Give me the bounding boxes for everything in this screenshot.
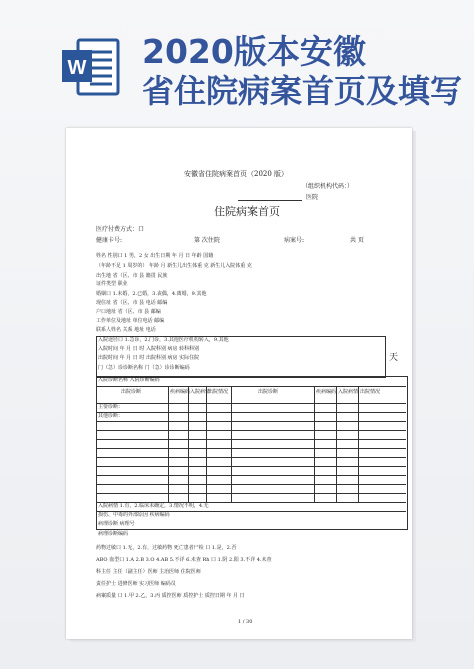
table-vrule [314,386,315,502]
th-discharge-dx: 出院诊断 [121,389,142,395]
svg-text:W: W [67,57,87,79]
word-document-icon [60,36,120,98]
table-rule [96,412,406,413]
row-external-cause: 损伤、中毒的外部原因 疾病编码 [98,512,170,518]
card-no: 健康卡号: [96,237,123,244]
document-page [66,128,412,639]
row-marital: 婚姻口 1.未婚，2.已婚，3.丧偶，4.离婚，9.其他 [96,291,207,297]
th-disease-code: 疾病编码 [170,389,191,395]
th-discharge-status-2: 出院情况 [360,389,381,395]
main-title: 住院病案首页 [214,205,280,218]
table-vrule [358,386,359,502]
table-rule [96,403,406,404]
th-disease-code-2: 疾病编码 [316,389,337,395]
row-discharge-time: 出院时间 年 月 日 时 出院科别 病房 实际住院 [98,355,200,361]
main-diagnosis: 主要诊断： [98,404,124,410]
other-diagnosis: 其他诊断： [98,413,124,419]
table-vrule [231,386,232,502]
row-pathology-code: 病理诊断编码 [98,531,129,537]
row-hukou: 户口地址 省（区、市 县 邮编 [96,309,161,315]
row-name: 姓名 性别口 1 男，2 女 出生日期 年 月 日 年龄 国籍 [96,253,214,259]
th-admit-condition-2: 入院病情 [338,389,359,395]
record-no: 病案号: [284,237,305,244]
th-discharge-dx-2: 出院诊断 [258,389,279,395]
hospital-name-line [238,200,302,201]
row-outpatient-dx: 门（急）诊诊断名称 门（急）诊诊断编码 [98,365,190,371]
row-current-addr: 现住址 省（区、市 县 电话 邮编 [96,300,168,306]
row-birthplace: 出生地 省（区、市 县 籍贯 民族 [96,273,168,279]
header-title-line2: 省住院病案首页及填写 [142,72,463,110]
table-vrule [188,386,189,502]
row-quality: 病案质量 口 1.甲 2.乙，3.丙 质控医师 质控护士 质控日期 年 月 日 [96,593,245,599]
table-rule [96,430,406,431]
table-rule [96,448,406,449]
table-vrule [336,386,337,502]
org-title: 安徽省住院病案首页（2020 版） [184,170,289,178]
row-work: 工作单位及地址 单位电话 邮编 [96,318,165,324]
row-pathology: 病理诊断 病理号 [98,521,135,527]
table-rule [96,466,406,467]
table-vrule [168,386,169,502]
hospital-suffix: 医院 [306,194,319,201]
row-contact: 联系人姓名 关系 地址 电话 [96,327,156,333]
th-discharge-status: 出院情况 [208,389,229,395]
row-admit-time: 入院时间 年 月 日 时 入院科别 病房 转科科别 [98,346,200,352]
th-admit-condition: 入院病情 [190,389,211,395]
days-unit: 天 [389,353,399,363]
table-rule [96,457,406,458]
table-rule [96,475,406,476]
page-number: 1 / 30 [238,619,253,625]
table-rule [96,386,406,387]
table-rule [96,421,406,422]
row-id: 证件类型 职业 [96,281,128,287]
header-title-line1: 2020版本安徽 [142,32,366,71]
row-allergy: 药物过敏口 1.无，2.有，过敏药物 死亡患者尸检 口 1.是，2.否 [96,545,237,551]
payment-method: 医疗付费方式：口 [96,226,145,233]
row-director: 科主任 主任（副主任）医师 主治医师 住院医师 [96,569,201,575]
table-rule [96,439,406,440]
row-admit-dx: 入院诊断名称 入院诊断编码 [98,377,160,383]
table-vrule [206,386,207,502]
admit-times: 第 次住院 [194,237,220,244]
org-code: （组织机构代码：） [302,183,354,190]
row-condition: 入院病情 1.有，2.临床未确定，3.情况不明，4.无 [98,503,209,509]
row-nurse: 责任护士 进修医师 实习医师 编码员 [96,581,176,587]
row-blood: ABO 血型口 1.A 2.B 3.O 4.AB 5.不详 6.未查 Rh 口 1.阴 2.阳 3.不详 4.未查 [96,557,272,563]
row-admit-route: 入院途径口 1.急诊，2.门诊，3.其他医疗机构转入，9.其他 [98,337,229,343]
table-rule [96,493,406,494]
table-rule [96,484,406,485]
page-count: 共 页 [350,237,364,244]
row-baby-age: （年龄不足 1 周岁的） 年龄 月 新生儿出生体重 克 新生儿入院体重 克 [96,263,252,269]
